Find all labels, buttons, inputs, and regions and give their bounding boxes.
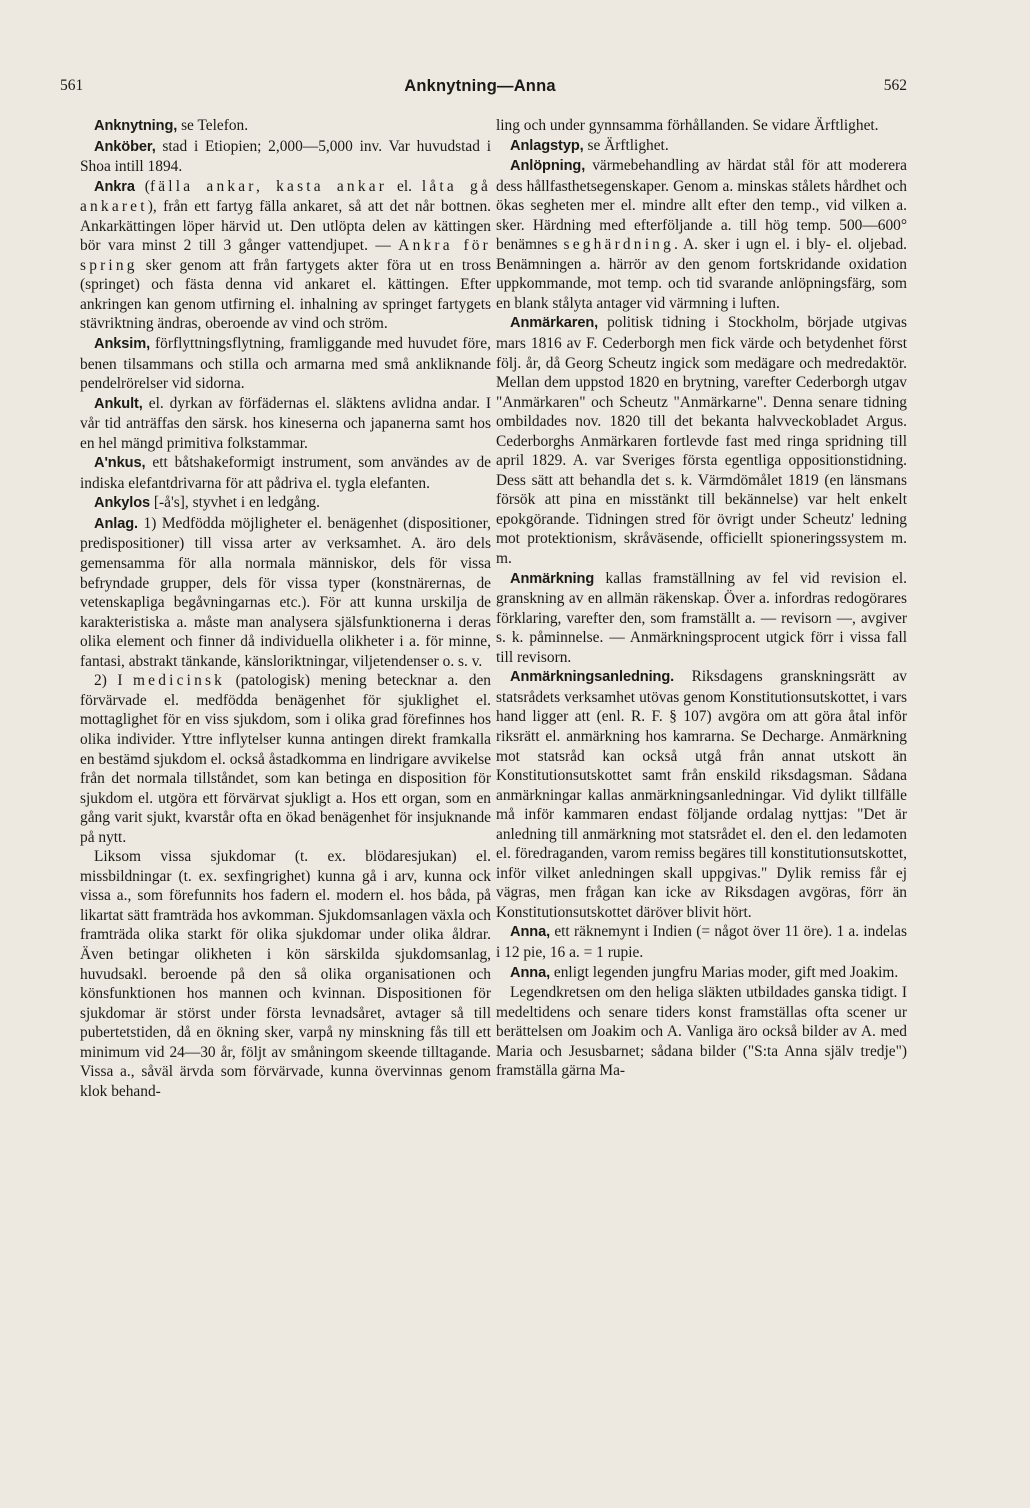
page-number-left: 561: [60, 77, 84, 94]
entry-headword: Ankylos: [94, 495, 151, 512]
entry-anlopning: [496, 156, 907, 313]
entry-text: Riksdagens granskningsrätt av statsrådets verksamhet utövas genom Konstitutionsutskottet, i vars hand ligger att (enl. R. F. § 107) avgöra om att göra åtal inför riksrätt el. anmärkning hos kamrarna. Se Decharge. Anmärkning mot statsråd kan också utgå från annat utskott än Konstitutionsutskottet samt från enskild riksdagsman. Sådana anmärkningar kallas anmärkningsanledningar. Vid dylikt tillfälle må inför kammaren endast följande ordalag nyttjas: "Det är anledning till anmärkning mot statsrådet el. den el. den ledamoten el. föredraganden, varom remiss begäres till konstitutionsutskottet, inför vilket anledningen skall uppgivas." Dylik remiss får ej vägras, men frågan kan icke av Riksdagen avgöras, förr än Konstitutionsutskottet däröver blivit hört.: [496, 668, 907, 921]
entry-text: enligt legenden jungfru Marias moder, gift med Joakim.: [550, 963, 899, 981]
entry-text: ling och under gynnsamma förhållanden. Se vidare Ärftlighet.: [496, 117, 879, 134]
entry-continuation: [496, 116, 907, 136]
entry-text: ett räknemynt i Indien (= något över 11 öre). 1 a. indelas i 12 pie, 16 a. = 1 rupie.: [496, 923, 907, 961]
entry-headword: Anköber,: [94, 138, 156, 155]
entry-text: (patologisk) mening betecknar a. den förvärvade el. medfödda benägenhet för sjuklighet el. mottaglighet för en viss sjukdom, som i olika grad förefinnes hos olika individer. Yttre inflytelser kunna antingen direkt framkalla en bestämd sjukdom el. också åstadkomma en lindrigare avvikelse från det normala tillståndet, som kan betinga en disposition för sjukdom el. utgöra ett förvärvat sjukligt a. Hos ett organ, som en gång varit sjukt, kvarstår ofta en ökad benägenhet för insjuknande på nytt.: [80, 672, 491, 846]
spaced-term: låta gå ankaret: [80, 177, 491, 216]
spaced-term: medicinsk: [133, 672, 226, 690]
entry-ankra: [80, 177, 491, 334]
entry-text: (: [134, 177, 150, 195]
entry-headword: Ankra: [94, 178, 135, 195]
entry-ankus: [80, 453, 491, 493]
entry-text: förflyttningsflytning, framliggande med huvudet före, benen tilsammans och stilla och armarna med små ankliknande pendelrörelser vid sidorna.: [80, 335, 491, 393]
entry-text: se Ärftlighet.: [583, 136, 669, 154]
entry-headword: A'nkus,: [94, 455, 146, 472]
entry-text: se Telefon.: [177, 117, 249, 134]
entry-headword: Anna,: [510, 964, 551, 981]
spaced-term: Ankra för spring: [80, 237, 491, 274]
entry-anna-legend: [496, 963, 907, 984]
entry-text: stad i Etiopien; 2,000—5,000 inv. Var huvudstad i Shoa intill 1894.: [80, 137, 491, 176]
entry-anna-mynt: [496, 922, 907, 962]
entry-headword: Ankult,: [94, 395, 143, 412]
entry-text: ), från ett fartyg fälla ankaret, så att det når bottnen. Ankarkättingen löper härvid ut. Den utlöpta delen av kättingen bör vara minst 2 till 3 gånger vattendjupet. —: [80, 198, 491, 255]
entry-text: 2) I: [94, 672, 134, 690]
entry-anlag-medicinsk: [80, 671, 491, 847]
entry-text: sker genom att från fartygets akter föra ut en tross (springet) och fästa denna vid ankaret el. kättingen. Efter ankringen kan genom utfirning el. inhalning av springet fartygets stävriktning ändras, oberoende av vind och ström.: [80, 256, 491, 333]
entry-text: el.: [387, 177, 422, 195]
entry-text: el. dyrkan av förfädernas el. släktens avlidna andar. I vår tid anträffas den särsk. hos kineserna och japanerna samt hos en hel mängd primitiva folkstammar.: [80, 394, 491, 452]
entry-ankylos: [80, 493, 491, 514]
entry-anknytning: [80, 116, 491, 137]
entry-anna-legendkrets: [496, 983, 907, 1081]
entry-anlagstyp: [496, 136, 907, 157]
entry-text: . A. sker i ugn el. i bly- el. oljebad. Benämningen a. härrör av den genom fortskridande oxidation uppkommande, mot temp. och tid svarande anlöpningsfärg, som en blank stålyta antager vid värmning i luften.: [496, 236, 908, 312]
entry-headword: Anna,: [510, 924, 551, 941]
spaced-term: seghärdning: [563, 236, 674, 254]
entry-headword: Anlöpning,: [510, 158, 586, 175]
entry-headword: Anksim,: [94, 336, 151, 353]
page-number-right: 562: [883, 77, 907, 94]
entry-text: 1) Medfödda möjligheter el. benägenhet (dispositioner, predispositioner) till vissa arter av verksamhet. A. äro dels gemensamma för alla normala människor, dels för vissa befryndade grupper, dels för vissa typer (konstnärernas, de vetenskapliga begåvningarnas etc.). För att kunna urskilja de karakteristiska a. måste man analysera själsfunktionerna i deras olika element och finner då individuella olikheter i a. för minne, fantasi, abstrakt tänkande, känsloriktningar, viljetendenser o. s. v.: [80, 514, 491, 670]
entry-headword: Anmärkning: [510, 570, 595, 587]
entry-anksim: [80, 334, 491, 394]
entry-headword: Anlag.: [94, 515, 138, 532]
entry-anmarkaren: [496, 313, 907, 568]
left-column: [80, 116, 491, 1101]
entry-text: kallas framställning av fel vid revision el. granskning av en allmän räkenskap. Över a. infordras redogörares förklaring, varefter den, som framställt a. — revisorn —, avgiver s. k. påminnelse. — Anmärkningsprocent utgick förr i vissa fall till revisorn.: [496, 569, 907, 666]
entry-headword: Anmärkningsanledning.: [510, 669, 675, 686]
spaced-term: fälla ankar, kasta ankar: [149, 177, 388, 195]
entry-text: politisk tidning i Stockholm, började utgivas mars 1816 av F. Cederborgh men fick värde och betydenhet först följ. år, då Georg Scheutz ingick som medägare och medredaktör. Mellan dem uppstod 1820 en brytning, varefter Cederborgh utgav "Anmärkaren" och Scheutz "Anmärkarne". Denna senare tidning ombildades nov. 1820 till det bekanta halvveckobladet Argus. Cederborghs Anmärkaren fortlevde fast med ringa spridning till april 1829. A. var Sveriges första egentliga oppositionstidning. Dess sätt att behandla det s. k. Värmdömålet 1819 (en länsmans försök att pina en misstänkt till bekännelse) var helt enkelt epokgörande. Tidningen stred för övrigt under Scheutz' ledning mot protektionism, skråväsende, officiellt spioneringssystem m. m.: [496, 314, 907, 568]
entry-headword: Anmärkaren,: [510, 315, 599, 332]
entry-text: Liksom vissa sjukdomar (t. ex. blödaresjukan) el. missbildningar (t. ex. sexfingrighet) kunna gå i arv, kunna ock vissa a., som förefunnits hos fadern el. modern el. hos båda, på likartat sätt framträda hos avkomman. Sjukdomsanlagen växla och framträda olika starkt för olika sjukdomar under olika åldrar. Även betingar olikheten i kön särskilda sjukdomsanlag, huvudsakl. beroende på den så olika organisationen och könsfunktionen hos mannen och kvinnan. Dispositionen för sjukdomar är störst under första levnadsåret, avtager så till pubertetstiden, då en ökning sker, varpå ny minskning fås till ett minimum vid 24—30 år, följt av småningom skeende tilltagande. Vissa a., såväl ärvda som förvärvade, kunna övervinnas genom klok behand-: [80, 848, 491, 1100]
entry-ankult: [80, 394, 491, 454]
entry-text: ett båtshakeformigt instrument, som användes av de indiska elefantdrivarna för att pådriva el. tygla elefanten.: [80, 454, 491, 492]
entry-anmarkning: [496, 569, 907, 668]
entry-anlag: [80, 514, 491, 671]
entry-anmarkningsanledning: [496, 667, 907, 922]
entry-headword: Anknytning,: [94, 118, 178, 134]
entry-ankober: [80, 137, 491, 177]
entry-text: värmebehandling av härdat stål för att moderera dess hållfasthetsegenskaper. Genom a. minskas stålets hårdhet och ökas segheten mer el. mindre allt efter den temp., vid vilken a. sker. Härdning med efterföljande a. till hög temp. 500—600° benämnes: [496, 157, 907, 254]
running-title: Anknytning—Anna: [404, 77, 556, 95]
entry-text: [-å's], styvhet i en ledgång.: [150, 494, 320, 512]
entry-headword: Anlagstyp,: [510, 137, 584, 154]
entry-anlag-arv: [80, 847, 491, 1101]
entry-text: Legendkretsen om den heliga släkten utbildades ganska tidigt. I medeltidens och senare tiders konst framställas ofta scener ur berättelsen om Joakim och A. Vanliga äro också bilder av A. med Maria och Jesusbarnet; sådana bilder ("S:ta Anna själv tredje") framställa gärna Ma-: [496, 984, 907, 1080]
right-column: [496, 116, 907, 1081]
